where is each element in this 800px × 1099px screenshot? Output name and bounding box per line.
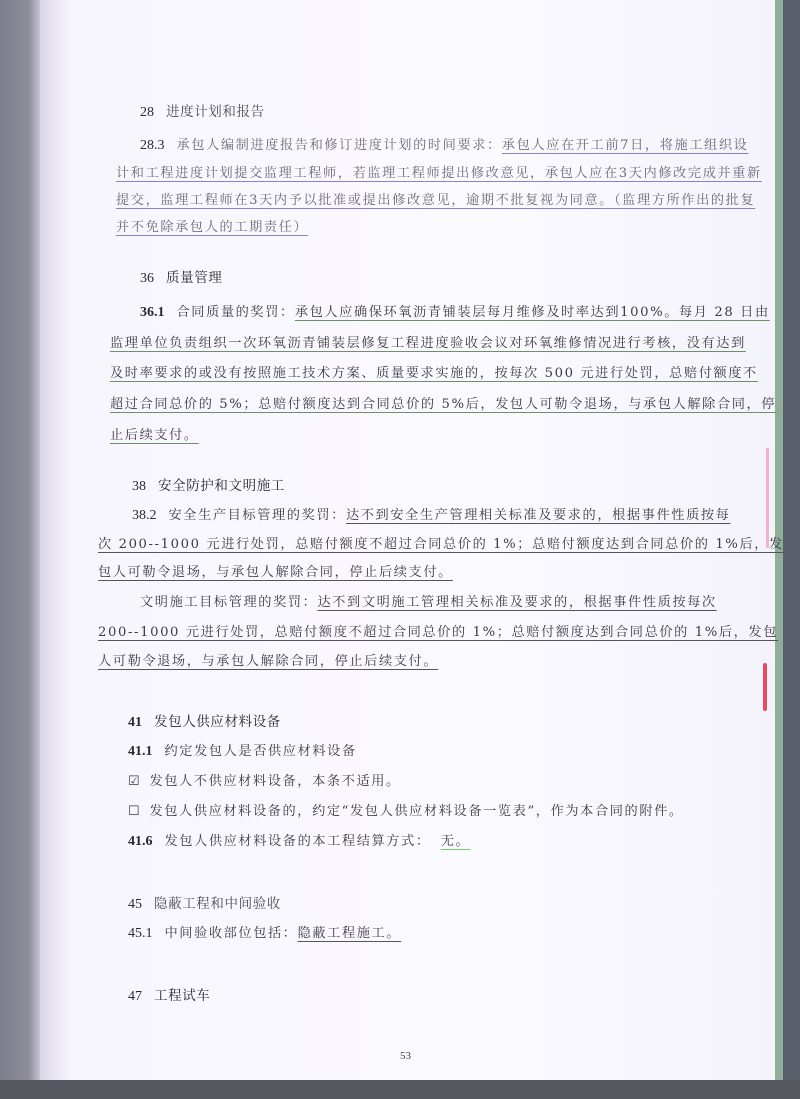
clause-number: 45.1 <box>128 926 153 941</box>
section-number: 36 <box>140 271 154 286</box>
section-heading-45 <box>128 892 281 913</box>
clause-28-3-line-1 <box>140 134 748 154</box>
option-not-supply <box>128 770 401 789</box>
clause-36-1-line-1 <box>140 301 770 321</box>
checkbox-unchecked-icon: ☐ <box>128 804 142 819</box>
clause-38-2-line-2: 次 200--1000 元进行处罚，总赔付额度不超过合同总价的 1%；总赔付额度达到合同总价的 1%后，发 <box>98 537 784 552</box>
checkbox-checked-icon: ☑ <box>128 774 142 789</box>
section-number: 28 <box>140 105 154 120</box>
option-text: 发包人不供应材料设备，本条不适用。 <box>149 774 401 789</box>
clause-number: 41.6 <box>128 834 153 849</box>
clause-36-1-line-4: 超过合同总价的 5%；总赔付额度达到合同总价的 5%后，发包人可勒令退场，与承包人解除合同，停 <box>110 397 777 412</box>
section-title: 进度计划和报告 <box>166 104 265 120</box>
clause-28-3-line-3: 提交，监理工程师在3天内予以批准或提出修改意见，逾期不批复视为同意。（监理方所作出的批复 <box>116 193 756 208</box>
pen-mark-red <box>763 663 767 711</box>
clause-28-3-line-2: 计和工程进度计划提交监理工程师，若监理工程师提出修改意见，承包人应在3天内修改完成并重新 <box>116 166 762 181</box>
section-heading-47 <box>128 984 210 1005</box>
section-heading-28 <box>140 100 265 121</box>
section-heading-38 <box>132 474 285 495</box>
section-number: 45 <box>128 897 142 912</box>
clause-28-3-line-4: 并不免除承包人的工期责任） <box>116 220 309 235</box>
clause-number: 41.1 <box>128 744 153 759</box>
clause-label: 约定发包人是否供应材料设备 <box>164 744 357 759</box>
section-title: 隐蔽工程和中间验收 <box>154 896 281 912</box>
clause-label: 文明施工目标管理的奖罚： <box>140 595 318 610</box>
section-title: 工程试车 <box>154 988 211 1004</box>
clause-38-2-line-1 <box>132 504 730 524</box>
clause-number: 28.3 <box>140 138 165 153</box>
clause-36-1-line-2: 监理单位负责组织一次环氧沥青铺装层修复工程进度验收会议对环氧维修情况进行考核，没有达到 <box>110 336 746 351</box>
section-title: 质量管理 <box>166 270 223 286</box>
section-number: 41 <box>128 715 142 730</box>
page-number: 53 <box>400 1050 411 1062</box>
clause-38-2-line-3: 包人可勒令退场，与承包人解除合同，停止后续支付。 <box>98 565 453 580</box>
option-text: 发包人供应材料设备的，约定“发包人供应材料设备一览表”，作为本合同的附件。 <box>149 804 684 819</box>
section-number: 38 <box>132 479 146 494</box>
section-number: 47 <box>128 989 142 1004</box>
clause-38-civil-line-1 <box>140 591 717 610</box>
clause-text: 承包人应在开工前7日，将施工组织设 <box>501 138 749 153</box>
clause-41-6 <box>128 830 480 850</box>
clause-41-1 <box>128 740 357 760</box>
clause-number: 36.1 <box>140 305 165 320</box>
clause-38-civil-line-3: 人可勒令退场，与承包人解除合同，停止后续支付。 <box>98 654 439 669</box>
clause-text: 达不到文明施工管理相关标准及要求的，根据事件性质按每次 <box>317 595 717 610</box>
section-heading-36 <box>140 266 222 287</box>
clause-value: 隐蔽工程施工。 <box>297 926 402 941</box>
clause-45-1 <box>128 922 401 942</box>
clause-number: 38.2 <box>132 508 157 523</box>
scanner-background-bottom <box>0 1080 800 1099</box>
section-title: 安全防护和文明施工 <box>158 478 285 494</box>
section-heading-41 <box>128 710 281 731</box>
option-supply <box>128 800 684 819</box>
clause-label: 安全生产目标管理的奖罚： <box>168 508 346 523</box>
clause-36-1-line-5: 止后续支付。 <box>110 428 199 443</box>
clause-label: 合同质量的奖罚： <box>176 305 295 320</box>
scanner-background-right <box>783 0 800 1099</box>
clause-label: 中间验收部位包括： <box>164 926 298 941</box>
clause-36-1-line-3: 及时率要求的或没有按照施工技术方案、质量要求实施的，按每次 500 元进行处罚，总赔付额度不 <box>110 366 758 381</box>
section-title: 发包人供应材料设备 <box>154 714 281 730</box>
clause-text: 承包人应确保环氧沥青铺装层每月维修及时率达到100%。每月 28 日由 <box>294 305 770 320</box>
clause-value: 无。 <box>440 834 471 849</box>
clause-label: 发包人供应材料设备的本工程结算方式： <box>164 834 431 849</box>
clause-38-civil-line-2: 200--1000 元进行处罚，总赔付额度不超过合同总价的 1%；总赔付额度达到合同总价的 1%后，发包 <box>98 625 779 640</box>
clause-label: 承包人编制进度报告和修订进度计划的时间要求： <box>176 138 502 153</box>
clause-text: 达不到安全生产管理相关标准及要求的，根据事件性质按每 <box>345 508 731 523</box>
